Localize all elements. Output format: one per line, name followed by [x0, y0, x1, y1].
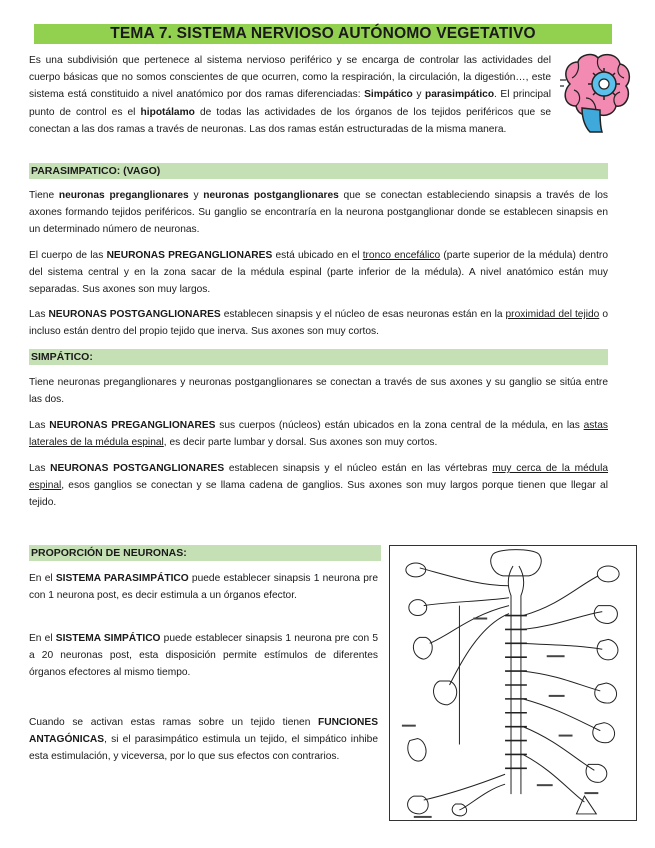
proporcion-paragraph-1: En el SISTEMA PARASIMPÁTICO puede establecer sinapsis 1 neurona pre con 1 neurona post, es decir estimula a un órganos efector. — [29, 573, 378, 602]
proporcion-heading: PROPORCIÓN DE NEURONAS: — [29, 545, 381, 561]
parasimpatico-paragraph-1: Tiene neuronas preganglionares y neuronas postganglionares que se conectan estableciendo sinapsis a través de los axones formando tejidos periféricos. Su ganglio se encontraría en la neurona postganglionar donde se establecen sinapsis en un determinado número de neuronas. — [29, 190, 609, 236]
autonomic-nervous-system-diagram — [389, 545, 637, 821]
page-title: TEMA 7. SISTEMA NERVIOSO AUTÓNOMO VEGETATIVO — [34, 24, 612, 44]
parasimpatico-heading: PARASIMPATICO: (VAGO) — [29, 163, 608, 179]
simpatico-paragraph-1: Tiene neuronas preganglionares y neuronas postganglionares se conectan a través de sus axones y su ganglio se sitúa entre las dos. — [29, 377, 608, 406]
parasimpatico-paragraph-2: El cuerpo de las NEURONAS PREGANGLIONARES está ubicado en el tronco encefálico (parte superior de la médula) dentro del sistema central y en la zona sacar de la médula espinal (parte inferior de la médula). A nivel anatómico están muy separadas. Sus axones son muy largos. — [29, 250, 608, 296]
intro-paragraph: Es una subdivisión que pertenece al sistema nervioso periférico y se encarga de controlar las actividades del cuerpo básicas que no somos conscientes de que ocurren, como la respiración, la circulación, la digestión…, este sistema está constituido a nivel anatómico por dos ramas diferenciadas: Simpático y parasimpático. El principal punto de control es el hipotálamo de todas las actividades de los órganos de los tejidos periféricos que se conectan a las dos ramas a través de neuronas. Las dos ramas están estructuradas de la misma manera. — [29, 55, 552, 135]
proporcion-paragraph-2: En el SISTEMA SIMPÁTICO puede establecer sinapsis 1 neurona pre con 5 a 20 neuronas post, esta disposición permite estímulos de diferentes órganos efectores al mismo tiempo. — [29, 633, 378, 679]
parasimpatico-paragraph-3: Las NEURONAS POSTGANGLIONARES establecen sinapsis y el núcleo de esas neuronas están en la proximidad del tejido o incluso están dentro del propio tejido que inerva. Sus axones son muy cortos. — [29, 309, 609, 338]
brain-icon — [556, 46, 636, 136]
simpatico-paragraph-2: Las NEURONAS PREGANGLIONARES sus cuerpos (núcleos) están ubicados en la zona central de la médula, en las astas laterales de la médula espinal, es decir parte lumbar y dorsal. Sus axones son muy cortos. — [29, 420, 608, 449]
simpatico-heading: SIMPÁTICO: — [29, 349, 608, 365]
simpatico-paragraph-3: Las NEURONAS POSTGANGLIONARES establecen sinapsis y el núcleo están en las vértebras muy cerca de la médula espinal, esos ganglios se conectan y se llama cadena de ganglios. Sus axones son muy largos porque tienen que llegar al tejido. — [29, 463, 609, 509]
proporcion-paragraph-3: Cuando se activan estas ramas sobre un tejido tienen FUNCIONES ANTAGÓNICAS, si el parasimpático estimula un tejido, el simpático inhibe esta estimulación, y viceversa, por lo que sus efectos con contrarios. — [29, 717, 378, 763]
